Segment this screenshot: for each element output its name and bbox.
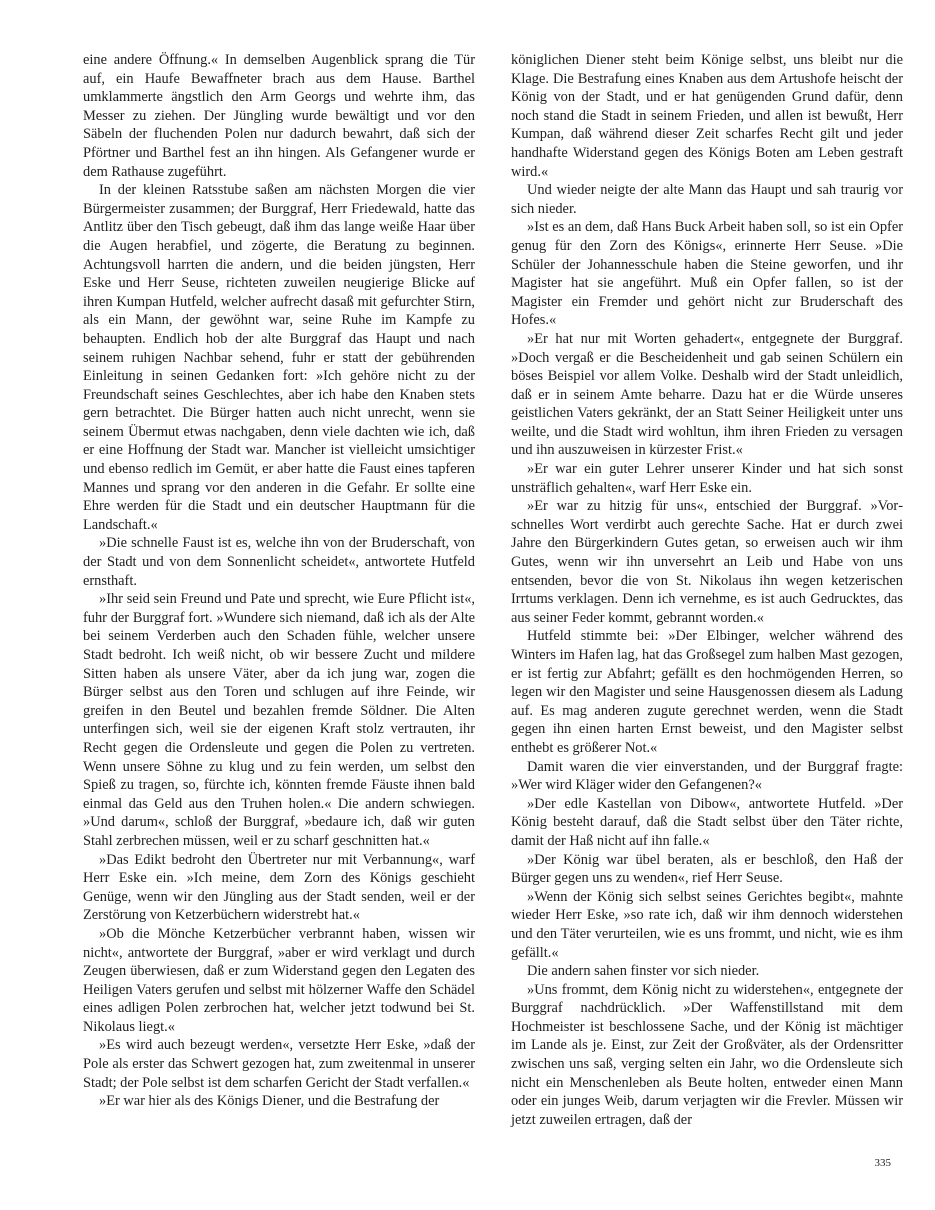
paragraph: »Uns frommt, dem König nicht zu widerstehen«, entgegnete der Burggraf nachdrücklich. »Der Waffenstillstand mit dem Hochmeister ist beschlossene Sache, und der König ist mächtiger im Lande als je. Einst, zur Zeit der Großväter, als der Ordensritter zwischen uns saß, verging selten ein Jahr, wo die Ordensleute sich nicht ein Menschenleben als Beute holten, entweder einen Mann oder ein junges Weib, darum verjagten wir die Frevler. Müssen wir jetzt zuweilen ertragen, daß der bbox=[511, 981, 903, 1128]
right-column bbox=[511, 51, 903, 1129]
paragraph: Die andern sahen finster vor sich nieder. bbox=[527, 963, 760, 980]
paragraph: »Ob die Mönche Ketzerbücher verbrannt haben, wissen wir nicht«, antwortete der Burggraf, »aber er wird verklagt und durch Zeugen überwiesen, daß er zum Widerstand gegen den Legaten des Heiligen Vaters gerufen und selbst mit hölzerner Waffe den Schädel eines adligen Polen zerbrochen hat, welcher jetzt todwund bei St. Nikolaus liegt.« bbox=[83, 925, 475, 1035]
paragraph: eine andere Öffnung.« In demselben Augenblick sprang die Tür auf, ein Haufe Bewaffneter brach aus dem Hause. Barthel umklammerte ängstlich den Arm Georgs und wehrte ihm, das Messer zu ziehen. Der Jüngling wurde bewältigt und vor den Säbeln der fluchenden Polen nur dadurch bewahrt, daß sich der Pförtner und Barthel fest an ihn hingen. Als Gefangener wurde er dem Rathause zugeführt. bbox=[83, 52, 475, 180]
left-column bbox=[83, 51, 475, 1111]
paragraph: Hutfeld stimmte bei: »Der Elbinger, welcher während des Winters im Hafen lag, hat das Großsegel zum halben Mast gezogen, er ist fertig zur Abfahrt; gefällt es den hochmögenden Herren, so legen wir den Magister und seine Hausgenossen diesem als Ladung auf. Es mag anderen zugute gerechnet werden, wenn die Stadt gegen ihn einen harten Ernst beweist, und den Magister selbst enthebt es größerer Not.« bbox=[511, 628, 903, 756]
paragraph: »Die schnelle Faust ist es, welche ihn von der Bruderschaft, von der Stadt und von dem Sonnenlicht scheidet«, antwortete Hutfeld ernsthaft. bbox=[83, 535, 475, 589]
paragraph: »Ihr seid sein Freund und Pate und sprecht, wie Eure Pflicht ist«, fuhr der Burggraf fort. »Wundere sich niemand, daß ich als der Alte bei seinem Verderben auch den Schaden fühle, welcher unsere Stadt bedroht. Ich weiß nicht, ob wir bessere Zucht und mildere Sitten haben als unsere Väter, aber da ich jung war, zogen die Bürger selbst aus den Toren und schlugen auf ihre Feinde, wir greifen in den Beutel und bezahlen fremde Söldner. Die Alten unterfingen sich, weil sie der eigenen Kraft stolz vertrauten, ihr Recht gegen die Ordensleute und gegen die Polen zu vertreten. Wenn unsere Söhne zu klug und zu fein werden, um selbst den Spieß zu tragen, so, fürchte ich, könnten fremde Fäuste ihnen bald einmal das Geld aus den Truhen holen.« Die andern schwiegen. »Und darum«, schloß der Burggraf, »bedaure ich, daß wir guten Stahl zerbrechen müssen, weil er zu scharf geschnitten hat.« bbox=[83, 591, 475, 849]
page-number: 335 bbox=[874, 1157, 891, 1169]
paragraph: »Das Edikt bedroht den Übertreter nur mit Verbannung«, warf Herr Eske ein. »Ich meine, dem Zorn des Königs geschieht Genüge, wenn wir den Jüngling aus der Stadt senden, weil er der Zerstörung von Ketzerbüchern widerstrebt hat.« bbox=[83, 851, 475, 924]
paragraph: königlichen Diener steht beim Könige selbst, uns bleibt nur die Klage. Die Bestrafung eines Knaben aus dem Artushofe heischt der König von der Stadt, und er hat genügenden Grund dafür, denn noch stand die Stadt in seinem Frieden, und allen ist bewußt, Herr Kumpan, daß während dieser Zeit scharfes Recht gilt und jeder handhafte Widerstand gegen des Königs Boten am Leben gestraft wird.« bbox=[511, 52, 903, 180]
paragraph: »Er hat nur mit Worten gehadert«, entgegnete der Burggraf. »Doch vergaß er die Bescheidenheit und gab seinen Schülern ein böses Beispiel vor allem Volke. Deshalb wird der Stadt unleidlich, daß er in seinem Amte beharre. Dazu hat er die Würde unseres geistlichen Vaters gekränkt, der an Statt Seiner Heiligkeit unter uns weilte, und die Stadt wird wohltun, ihm ihren Frieden zu versagen und ihn auszuweisen in kürzester Frist.« bbox=[511, 330, 903, 459]
paragraph: »Er war ein guter Lehrer unserer Kinder und hat sich sonst unsträflich gehalten«, warf Herr Eske ein. bbox=[511, 461, 903, 496]
paragraph: »Der König war übel beraten, als er beschloß, den Haß der Bürger gegen uns zu wenden«, rief Herr Seuse. bbox=[511, 851, 903, 887]
paragraph: »Wenn der König sich selbst seines Gerichtes begibt«, mahnte wieder Herr Eske, »so rate ich, daß wir ihm dennoch widerstehen und den Täter verurteilen, wie es uns frommt, und nicht, wie es ihm gefällt.« bbox=[511, 888, 903, 961]
paragraph: »Ist es an dem, daß Hans Buck Arbeit haben soll, so ist ein Opfer genug für den Zorn des Königs«, erinnerte Herr Seuse. »Die Schüler der Johannesschule haben die Steine geworfen, und ihr Magister hat sie angeführt. Muß ein Opfer fallen, so ist der Magister ein Fremder und gehört nicht zur Bruderschaft des Hofes.« bbox=[511, 219, 903, 329]
paragraph: »Er war zu hitzig für uns«, entschied der Burggraf. »Vorschnelles Wort verdirbt auch gerechte Sache. Hat er durch zwei Jahre den Bürgerkindern Gutes getan, so erweisen auch wir ihm Gutes, wenn wir ihn unversehrt an Leib und Habe von uns entsenden, bevor die von St. Nikolaus ihn wegen ketzerischen Irrtums verklagen. Denn ich vernehme, es ist auch Gedrucktes, das aus seiner Feder kommt, gebrannt worden.« bbox=[511, 498, 903, 626]
paragraph: »Er war hier als des Königs Diener, und die Bestrafung der bbox=[99, 1093, 440, 1110]
paragraph: In der kleinen Ratsstube saßen am nächsten Morgen die vier Bürgermeister zusammen; der Burggraf, Herr Friedewald, hatte das Antlitz über den Tisch gebeugt, daß ihm das lange weiße Haar über die Augen herabfiel, und zögerte, die Beratung zu beginnen. Achtungsvoll harrten die andern, und die beiden jüngsten, Herr Eske und Herr Seuse, richteten zuweilen neugierige Blicke auf ihren Kumpan Hutfeld, welcher aufrecht dasaß mit gefurchter Stirn, als ein Mann, der gewöhnt war, seine Ruhe im Kampfe zu behaupten. Endlich hob der alte Burggraf das Haupt und nach seinem ruhigen Nachbar sehend, fuhr er statt der gebührenden Einleitung in seinen Gedanken fort: »Ich gehöre nicht zu der Freundschaft seines Geschlechtes, aber ich habe den Knaben stets gern betrachtet. Die Bürger hatten auch nicht unrecht, wenn sie seinem Übermut etwas nachgaben, denn viele dachten wie ich, daß er eine Hoffnung der Stadt war. Mancher ist vielleicht umsichtiger und ebenso redlich im Gemüt, er aber hatte die Faust eines tapferen Mannes und sprang vor den anderen in die Gefahr. Er sollte eine Ehre werden für die Stadt und ein deutscher Hauptmann für die Landschaft.« bbox=[83, 182, 475, 533]
paragraph: Damit waren die vier einverstanden, und der Burggraf fragte: »Wer wird Kläger wider den Gefangenen?« bbox=[511, 758, 903, 794]
paragraph: »Es wird auch bezeugt werden«, versetzte Herr Eske, »daß der Pole als erster das Schwert gezogen hat, zum zweitenmal in unserer Stadt; der Pole selbst ist dem scharfen Gericht der Stadt verfallen.« bbox=[83, 1037, 475, 1091]
paragraph: »Der edle Kastellan von Dibow«, antwortete Hutfeld. »Der König besteht darauf, daß die Stadt selbst über den Täter richte, damit der Haß nicht auf ihn falle.« bbox=[511, 795, 903, 849]
paragraph: Und wieder neigte der alte Mann das Haupt und sah traurig vor sich nieder. bbox=[511, 182, 903, 217]
